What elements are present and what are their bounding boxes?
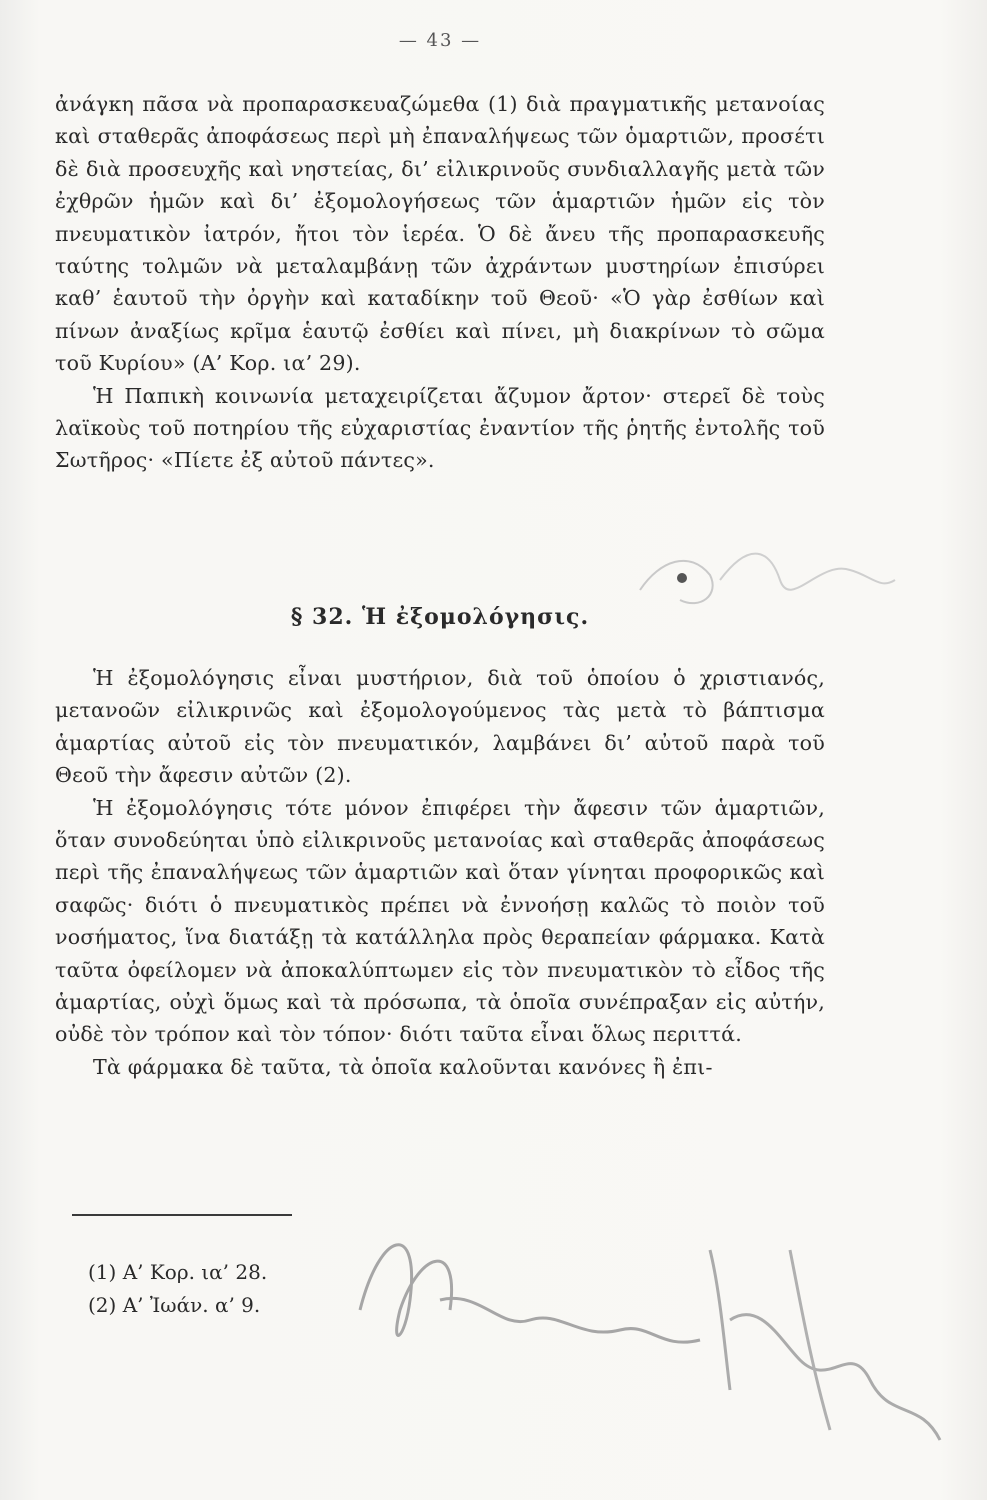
handwritten-signature <box>330 1190 970 1490</box>
paragraph: ἀνάγκη πᾶσα νὰ προπαρασκευαζώμεθα (1) διὰ πραγματικῆς μετανοίας καὶ σταθερᾶς ἀποφάσεως περὶ μὴ ἐπαναλήψεως τῶν ὁμαρτιῶν, προσέτι δὲ διὰ προσευχῆς καὶ νηστείας, δι’ εἰλικρινοῦς συνδιαλλαγῆς μετὰ τῶν ἐχθρῶν ἡμῶν καὶ δι’ ἐξομολογήσεως τῶν ἁμαρτιῶν ἡμῶν εἰς τὸν πνευματικὸν ἰατρόν, ἤτοι τὸν ἱερέα. Ὁ δὲ ἄνευ τῆς προπαρασκευῆς ταύτης τολμῶν νὰ μεταλαμβάνῃ τῶν ἀχράντων μυστηρίων ἐπισύρει καθ’ ἑαυτοῦ τὴν ὀργὴν καὶ καταδίκην τοῦ Θεοῦ· «Ὁ γὰρ ἐσθίων καὶ πίνων ἀναξίως κρῖμα ἑαυτῷ ἐσθίει καὶ πίνει, μὴ διακρίνων τὸ σῶμα τοῦ Κυρίου» (Α’ Κορ. ια’ 29). <box>55 92 825 376</box>
body-text-bottom <box>55 662 825 1083</box>
paragraph: Ἡ Παπικὴ κοινωνία μεταχειρίζεται ἄζυμον ἄρτον· στερεῖ δὲ τοὺς λαϊκοὺς τοῦ ποτηρίου τῆς εὐχαριστίας ἐναντίον τῆς ῥητῆς ἐντολῆς τοῦ Σωτῆρος· «Πίετε ἐξ αὐτοῦ πάντες». <box>55 383 825 473</box>
paragraph: Ἡ ἐξομολόγησις εἶναι μυστήριον, διὰ τοῦ ὁποίου ὁ χριστιανός, μετανοῶν εἰλικρινῶς καὶ ἐξομολογούμενος τὰς μετὰ τὸ βάπτισμα ἁμαρτίας αὐτοῦ εἰς τὸν πνευματικόν, λαμβάνει δι’ αὐτοῦ παρὰ τοῦ Θεοῦ τὴν ἄφεσιν αὐτῶν (2). <box>55 666 825 788</box>
body-text-top <box>55 88 825 477</box>
paragraph: Ἡ ἐξομολόγησις τότε μόνον ἐπιφέρει τὴν ἄφεσιν τῶν ἁμαρτιῶν, ὅταν συνοδεύηται ὑπὸ εἰλικρινοῦς μετανοίας καὶ σταθερᾶς ἀποφάσεως περὶ τῆς ἐπαναλήψεως τῶν ἁμαρτιῶν καὶ ὅταν γίνηται προφορικῶς καὶ σαφῶς· διότι ὁ πνευματικὸς πρέπει νὰ ἐννοήσῃ καλῶς τὸ ποιὸν τοῦ νοσήματος, ἵνα διατάξῃ τὰ κατάλληλα πρὸς θεραπείαν φάρμακα. Κατὰ ταῦτα ὀφείλομεν νὰ ἀποκαλύπτωμεν εἰς τὸν πνευματικὸν τὸ εἶδος τῆς ἁμαρτίας, οὐχὶ ὅμως καὶ τὰ πρόσωπα, τὰ ὁποῖα συνέπραξαν εἰς αὐτήν, οὐδὲ τὸν τρόπον καὶ τὸν τόπον· διότι ταῦτα εἶναι ὅλως περιττά. <box>55 795 825 1047</box>
footnote-divider <box>72 1214 292 1216</box>
footnote: (2) Α’ Ἰωάν. α’ 9. <box>88 1293 261 1317</box>
footnotes <box>88 1256 267 1322</box>
page-number: — 43 — <box>398 30 482 51</box>
section-heading: § 32. Ἡ ἐξομολόγησις. <box>290 604 590 630</box>
paragraph: Τὰ φάρμακα δὲ ταῦτα, τὰ ὁποῖα καλοῦνται κανόνες ἢ ἐπι- <box>93 1054 713 1079</box>
footnote: (1) Α’ Κορ. ια’ 28. <box>88 1260 268 1284</box>
